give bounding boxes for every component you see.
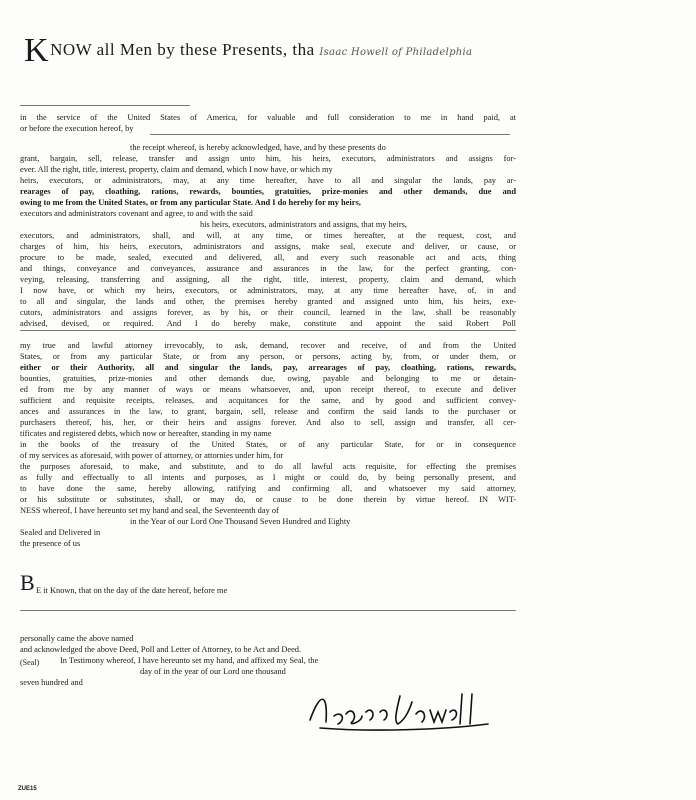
document-id-label: ZUE15 xyxy=(18,786,37,792)
heading-handwritten-name: Isaac Howell of Philadelphia xyxy=(319,47,473,58)
deed-text-line: bounties, gratuities, prize-monies and other demands due, owing, payable and belonging to me or detain- xyxy=(20,374,516,383)
deed-text-line: day of in the year of our Lord one thousand xyxy=(140,667,286,676)
deed-text-line: the receipt whereof, is hereby acknowledged, have, and by these presents do xyxy=(130,143,386,152)
heading-initial: K xyxy=(24,32,50,69)
deed-text-line: grant, bargain, sell, release, transfer and assign unto him, his heirs, executors, administrators and assigns for- xyxy=(20,154,516,163)
deed-text-line: his heirs, executors, administrators and assigns, that my heirs, xyxy=(200,220,408,229)
deed-text-line: heirs, executors, or administrators, may, at any time hereafter, have to all and singular the lands, pay ar- xyxy=(20,176,516,185)
name-blank-line xyxy=(20,105,190,106)
deed-text-line: ed from me by any manner of ways or means whatsoever, and, upon receipt thereof, to execute and deliver xyxy=(20,385,516,394)
document-heading xyxy=(24,32,504,69)
deed-text-line: tificates and registered debts, which now or hereafter, standing in my name xyxy=(20,429,272,438)
deed-text-line: my true and lawful attorney irrevocably, to ask, demand, recover and receive, of and from the United xyxy=(20,341,516,350)
deed-text-line: ever. All the right, title, interest, property, claim and demand, which I now have, or which my xyxy=(20,165,333,174)
heading-text: NOW all Men by these Presents, tha xyxy=(50,40,315,59)
deed-text-line: cutors, administrators and assigns forever, as by his, or their council, learned in the law, shall be reasonably xyxy=(20,308,516,317)
deed-text-line: Sealed and Delivered in xyxy=(20,528,101,537)
deed-text-line: personally came the above named xyxy=(20,634,134,643)
deed-text-line: as fully and effectually to all intents and purposes, as I might or could do, by being personally present, and xyxy=(20,473,516,482)
deed-text-line: B E it Known, that on the day of the date hereof, before me xyxy=(20,570,228,595)
deed-text-line: or his substitute or substitutes, shall, or may do, or cause to be done therein by virtue hereof. IN WIT- xyxy=(20,495,516,504)
deed-text-line: executors, and administrators, shall, and will, at any time, or times hereafter, at the request, cost, and xyxy=(20,231,516,240)
deed-text-line: executors and administrators covenant and agree, to and with the said xyxy=(20,209,253,218)
deed-text-line: In Testimony whereof, I have hereunto set my hand, and affixed my Seal, the xyxy=(60,656,319,665)
deed-text-line: NESS whereof, I have hereunto set my hand and seal, the Seventeenth day of xyxy=(20,506,279,515)
deed-text-line: in the Year of our Lord One Thousand Seven Hundred and Eighty xyxy=(130,517,351,526)
deed-text-line: the purposes aforesaid, to make, and substitute, and to do all lawful acts requisite, for effecting the premises xyxy=(20,462,516,471)
deed-text-line: charges of him, his heirs, executors, administrators and assigns, make seal, execute and deliver, or cause, or xyxy=(20,242,516,251)
deed-text-line: States, or from any particular State, or from any person, or persons, acting by, from, or under them, or xyxy=(20,352,516,361)
deed-text-line: rearages of pay, cloathing, rations, rewards, bounties, gratuities, prize-monies and other demands, due and xyxy=(20,187,516,196)
deed-text-line: sufficient and requisite receipts, releases, and acquitances for the same, and by good and sufficient convey- xyxy=(20,396,516,405)
deed-text-line: or before the execution hereof, by xyxy=(20,124,134,133)
seal-label: (Seal) xyxy=(20,658,40,667)
deed-text-line: owing to me from the United States, or from any particular State. And I do hereby for my heirs, xyxy=(20,198,361,207)
deed-text-line: in the books of the treasury of the United States, or of any particular State, for or in consequence xyxy=(20,440,516,449)
deed-text-line: and acknowledged the above Deed, Poll and Letter of Attorney, to be Act and Deed. xyxy=(20,645,302,654)
deed-text-line: and things, conveyance and conveyances, assurance and assurances in the law, for the perfect granting, con- xyxy=(20,264,516,273)
deed-text-line: either or their Authority, all and singular the lands, pay, arrearages of pay, cloathing, rations, rewards, xyxy=(20,363,516,372)
deed-text-line: I now have, or which my heirs, executors, or administrators, may, at any time hereafter have, of, in and xyxy=(20,286,516,295)
consideration-blank-line xyxy=(150,134,510,135)
deed-text-line: to all and singular, the lands and other, the premises hereby granted and assigned unto him, his heirs, exe- xyxy=(20,297,516,306)
deed-text-line: ances and assurances in the law, to grant, bargain, sell, release and confirm the said lands to the purchaser or xyxy=(20,407,516,416)
deed-text-line: purchasers thereof, his, her, or their heirs and assigns forever. And also to sell, assign and transfer, all cer- xyxy=(20,418,516,427)
deed-text-line: to have done the same, hereby allowing, ratifying and confirming all, and whatsoever my said attorney, xyxy=(20,484,516,493)
deed-text-line: procure to be made, sealed, executed and delivered, all, and every such reasonable act and acts, thing xyxy=(20,253,516,262)
acknowledgment-blank-line xyxy=(20,610,516,611)
signature-mark xyxy=(300,682,500,742)
deed-text-line: in the service of the United States of America, for valuable and full consideration to me in hand paid, at xyxy=(20,113,516,122)
section-divider xyxy=(20,330,516,331)
deed-text-line: of my services as aforesaid, with power of attorney, or attornies under him, for xyxy=(20,451,284,460)
deed-text-line: the presence of us xyxy=(20,539,81,548)
deed-text-line: advised, devised, or required. And I do hereby make, constitute and appoint the said Robert Poll xyxy=(20,319,516,328)
deed-text-line: veying, releasing, transferring and assigning, all the right, title, interest, property, claim and demand, which xyxy=(20,275,516,284)
deed-text-line: seven hundred and xyxy=(20,678,83,687)
